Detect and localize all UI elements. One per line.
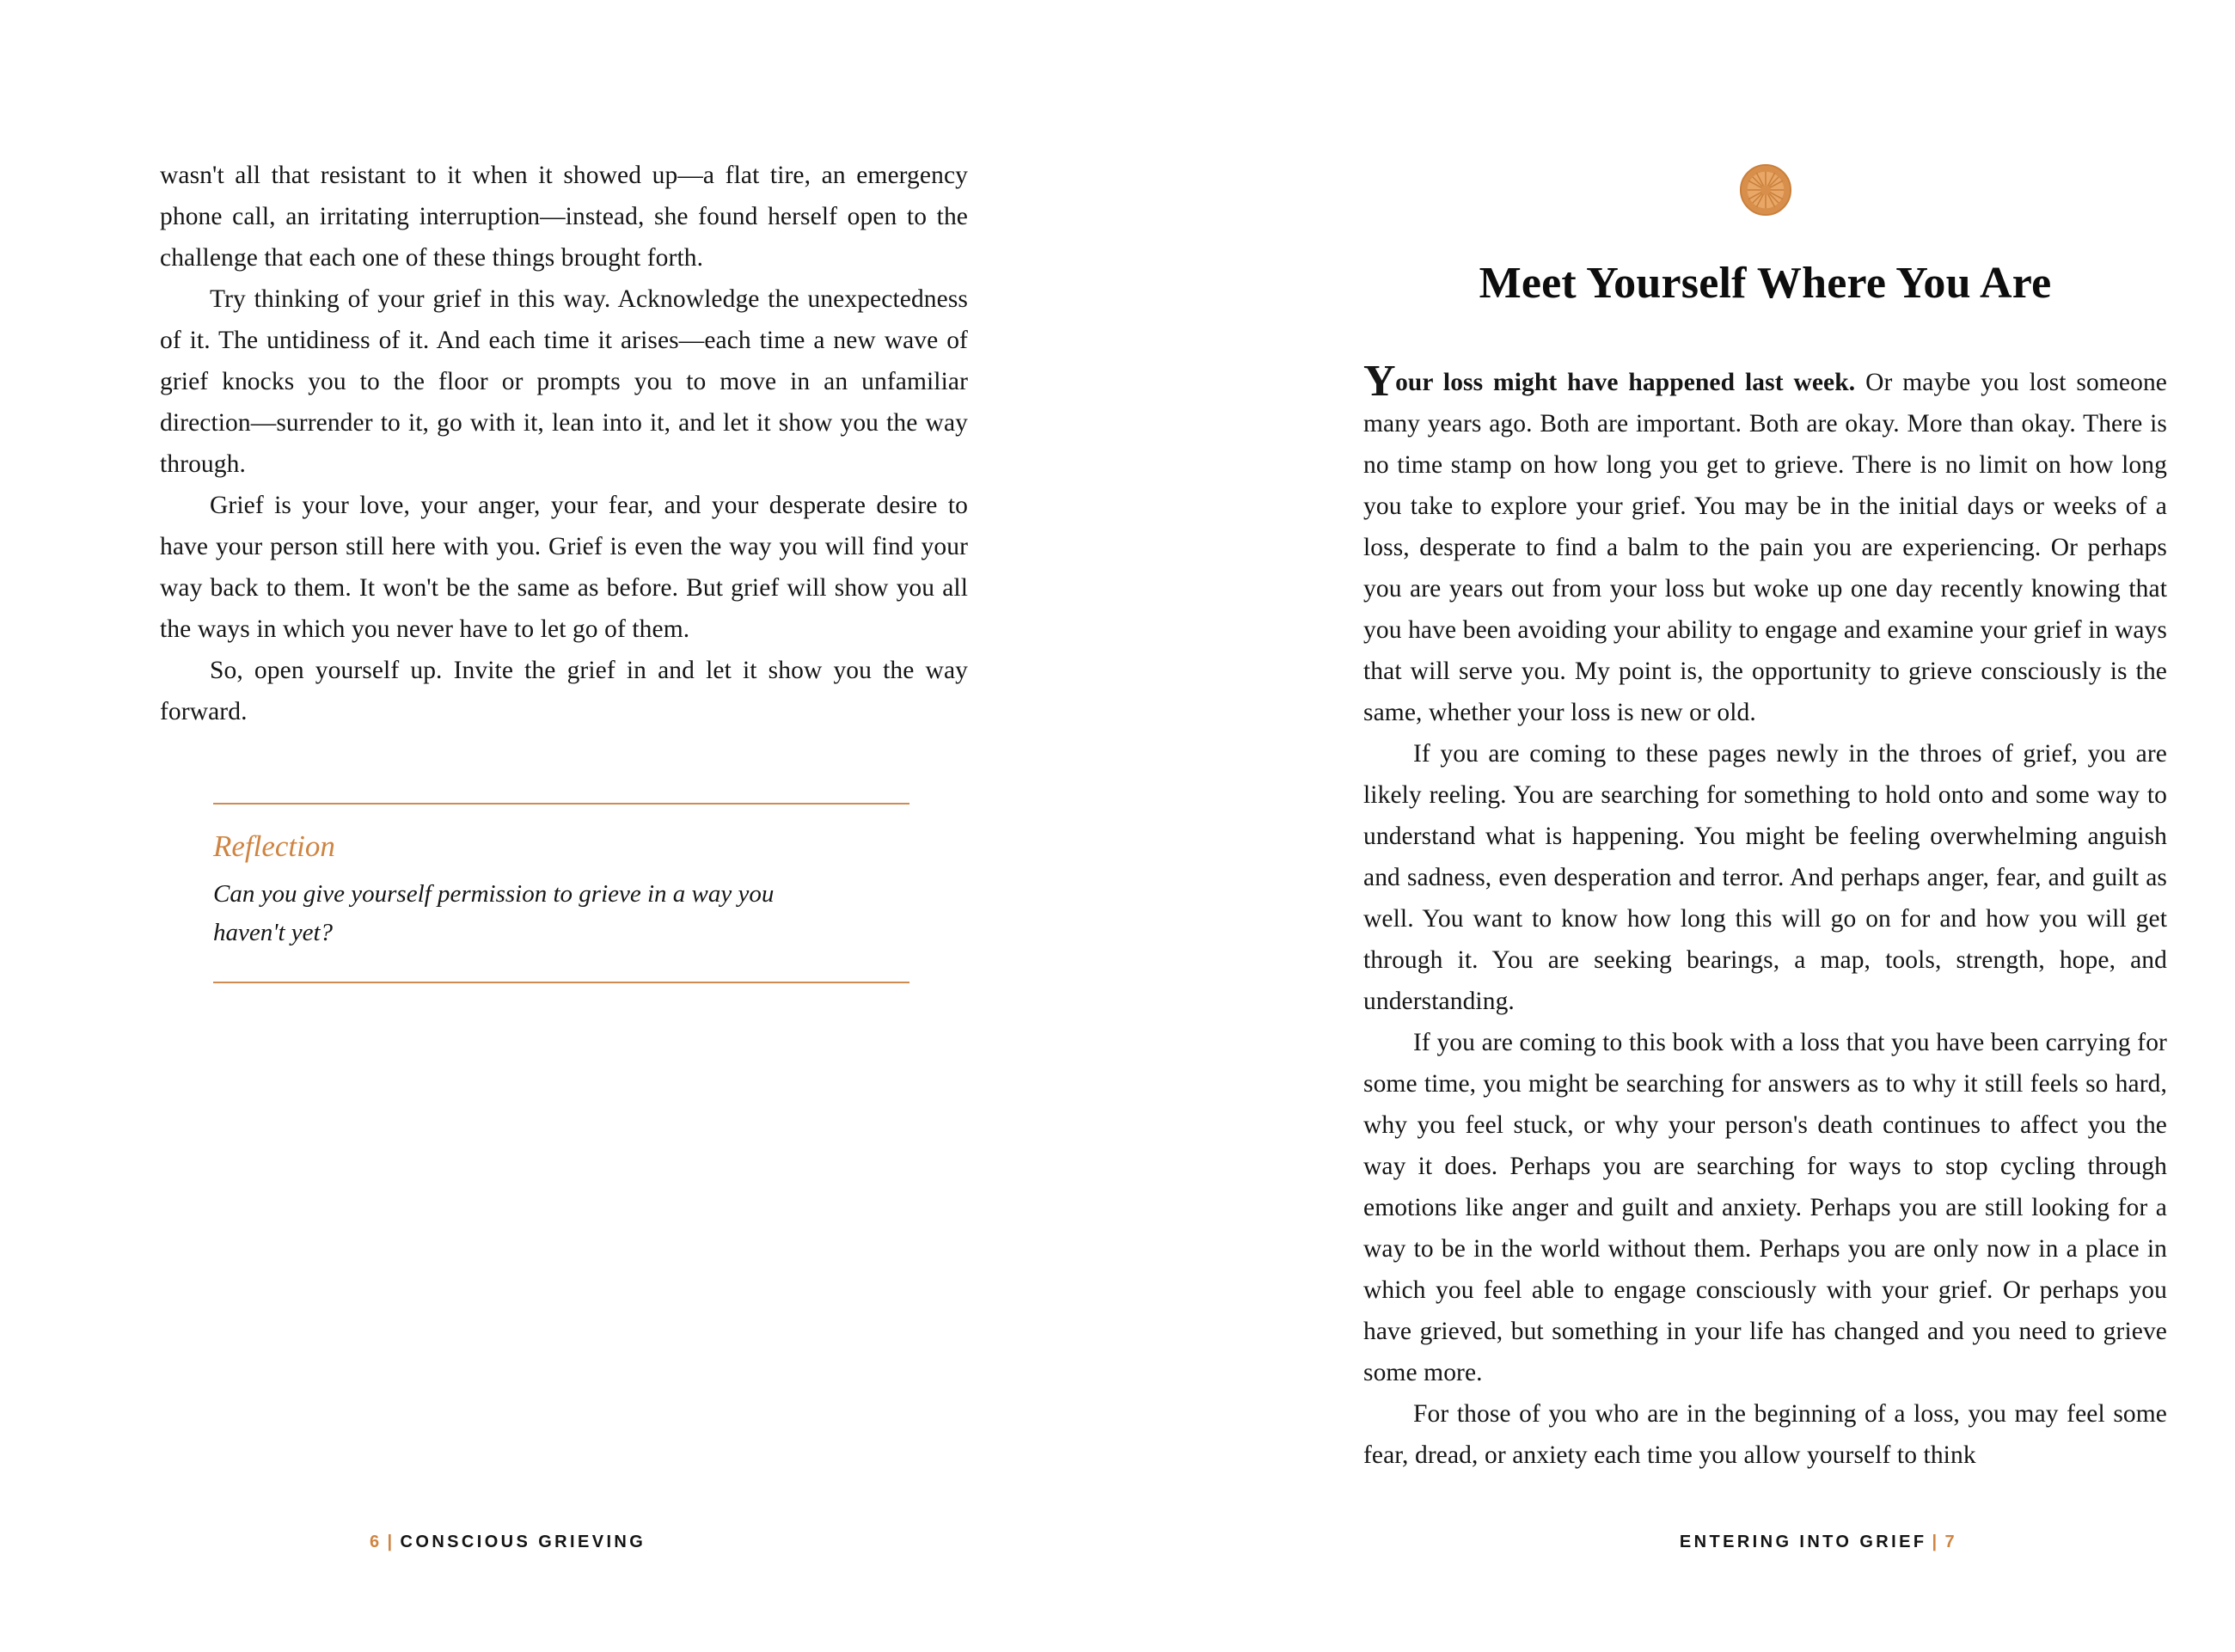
right-page	[1166, 0, 2235, 1652]
paragraph: Try thinking of your grief in this way. Acknowledge the unexpectedness of it. The untidiness of it. And each time it arises—each time a new wave of grief knocks you to the floor or prompts you to move in an unfamiliar direction—surrender to it, go with it, lean into it, and let it show you the way through.	[160, 285, 968, 478]
folio-separator: |	[387, 1533, 395, 1551]
paragraph: If you are coming to these pages newly in the throes of grief, you are likely reeling. You are searching for something to hold onto and some way to understand what is happening. You might be feeling overwhelming anguish and sadness, even desperation and terror. And perhaps anger, fear, and guilt as well. You want to know how long this will go on for and how you will get through it. You are seeking bearings, a map, tools, strength, hope, and understanding.	[1363, 740, 2167, 1015]
sunburst-ornament-icon	[1739, 163, 1792, 217]
page-number: 6	[370, 1533, 383, 1551]
running-head: ENTERING INTO GRIEF	[1679, 1533, 1927, 1551]
paragraph: wasn't all that resistant to it when it showed up—a flat tire, an emergency phone call, an irritating interruption—instead, she found herself open to the challenge that each one of these things brought forth.	[160, 162, 968, 272]
paragraph: If you are coming to this book with a loss that you have been carrying for some time, you might be searching for answers as to why it still feels so hard, why you feel stuck, or why your person's death continues to affect you the way it does. Perhaps you are searching for ways to stop cycling through emotions like anger and guilt and anxiety. Perhaps you are still looking for a way to be in the world without them. Perhaps you are only now in a place in which you feel able to engage consciously with your grief. Or perhaps you have grieved, but something in your life has changed and you need to grieve some more.	[1363, 1029, 2167, 1386]
drop-cap: Y	[1363, 357, 1396, 406]
reflection-box	[213, 803, 909, 983]
left-body-text	[160, 155, 968, 732]
paragraph: Grief is your love, your anger, your fear, and your desperate desire to have your person still here with you. Grief is even the way you will find your way back to them. It won't be the same as before. But grief will show you all the ways in which you never have to let go of them.	[160, 492, 968, 643]
paragraph: So, open yourself up. Invite the grief in and let it show you the way forward.	[160, 657, 968, 725]
running-head: CONSCIOUS GRIEVING	[400, 1533, 646, 1551]
reflection-prompt: Can you give yourself permission to grieve in a way you haven't yet?	[213, 880, 775, 946]
opening-paragraph	[1363, 357, 2167, 733]
chapter-title: Meet Yourself Where You Are	[1479, 259, 2052, 308]
page-number: 7	[1944, 1533, 1957, 1551]
right-folio	[1680, 1533, 1957, 1552]
reflection-title: Reflection	[213, 829, 335, 863]
lead-in-text: our loss might have happened last week.	[1395, 369, 1856, 396]
left-folio	[370, 1533, 646, 1552]
right-body-text	[1363, 357, 2167, 1476]
ornament-wrap	[1363, 163, 2167, 217]
paragraph: For those of you who are in the beginning of a loss, you may feel some fear, dread, or anxiety each time you allow yourself to think	[1363, 1400, 2167, 1469]
folio-separator: |	[1932, 1533, 1940, 1551]
opening-paragraph-rest: Or maybe you lost someone many years ago. Both are important. Both are okay. More than okay. There is no time stamp on how long you get to grieve. There is no limit on how long you take to explore your grief. You may be in the initial days or weeks of a loss, desperate to find a balm to the pain you are experiencing. Or perhaps you are years out from your loss but woke up one day recently knowing that you have been avoiding your ability to engage and examine your grief in ways that will serve you. My point is, the opportunity to grieve consciously is the same, whether your loss is new or old.	[1363, 369, 2167, 726]
